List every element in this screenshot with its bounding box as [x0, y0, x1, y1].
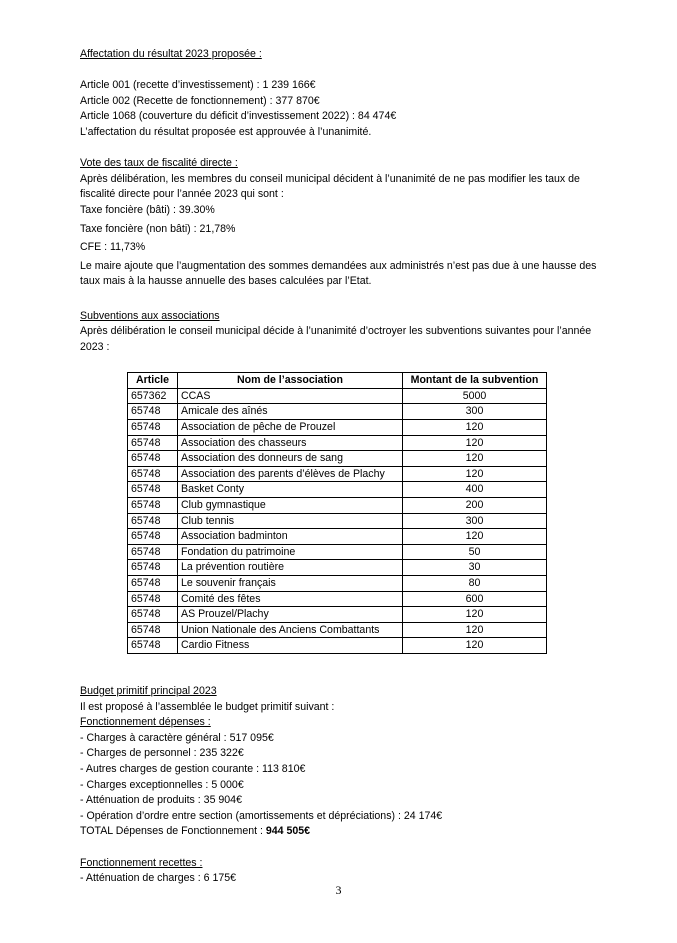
cell-montant: 50: [403, 544, 547, 560]
vote-title: Vote des taux de fiscalité directe :: [80, 157, 238, 170]
cell-article: 65748: [128, 529, 178, 545]
cell-article: 65748: [128, 607, 178, 623]
depenses-list: [80, 731, 600, 825]
table-row: [128, 435, 547, 451]
cell-montant: 200: [403, 498, 547, 514]
page-number: 3: [335, 883, 342, 897]
total-depenses: [80, 824, 600, 840]
table-row: [128, 544, 547, 560]
cell-nom: Comité des fêtes: [178, 591, 403, 607]
cell-montant: 400: [403, 482, 547, 498]
vote-note: Le maire ajoute que l’augmentation des sommes demandées aux administrés n’est pas due à une hausse des taux mais à la hausse annuelle des bases calculées par l’Etat.: [80, 259, 597, 288]
depense-item: - Opération d’ordre entre section (amortissements et dépréciations) : 24 174€: [80, 809, 443, 822]
vote-intro: Après délibération, les membres du conseil municipal décident à l’unanimité de ne pas modifier les taux de fiscalité directe pour l’année 2023 qui sont :: [80, 172, 580, 201]
header-nom: Nom de l’association: [178, 373, 403, 389]
subventions-intro: Après délibération le conseil municipal décide à l’unanimité d’octroyer les subventions suivantes pour l’année 2023 :: [80, 325, 592, 353]
table-row: [128, 451, 547, 467]
header-article: Article: [128, 373, 178, 389]
cell-montant: 120: [403, 529, 547, 545]
cell-montant: 120: [403, 622, 547, 638]
depenses-title: Fonctionnement dépenses :: [80, 716, 211, 729]
cell-article: 65748: [128, 622, 178, 638]
affectation-lines: [80, 78, 600, 140]
cell-montant: 120: [403, 420, 547, 436]
depense-item: - Charges à caractère général : 517 095€: [80, 731, 274, 744]
table-row: [128, 420, 547, 436]
cell-article: 657362: [128, 388, 178, 404]
table-row: [128, 607, 547, 623]
cell-nom: Fondation du patrimoine: [178, 544, 403, 560]
depense-item: - Charges de personnel : 235 322€: [80, 747, 244, 760]
cell-montant: 5000: [403, 388, 547, 404]
cell-nom: Association des parents d’élèves de Plachy: [178, 466, 403, 482]
cell-nom: La prévention routière: [178, 560, 403, 576]
cell-montant: 120: [403, 435, 547, 451]
cell-article: 65748: [128, 513, 178, 529]
header-montant: Montant de la subvention: [403, 373, 547, 389]
affectation-line: Article 002 (Recette de fonctionnement) : 377 870€: [80, 94, 320, 107]
tax-line: CFE : 11,73%: [80, 241, 146, 254]
cell-nom: Association des donneurs de sang: [178, 451, 403, 467]
cell-montant: 30: [403, 560, 547, 576]
table-row: [128, 466, 547, 482]
cell-article: 65748: [128, 435, 178, 451]
affectation-line: L’affectation du résultat proposée est approuvée à l’unanimité.: [80, 125, 372, 138]
cell-nom: CCAS: [178, 388, 403, 404]
cell-montant: 300: [403, 513, 547, 529]
document-page: [80, 47, 600, 887]
table-row: [128, 529, 547, 545]
affectation-line: Article 001 (recette d’investissement) : 1 239 166€: [80, 79, 316, 92]
budget-title: Budget primitif principal 2023: [80, 684, 217, 697]
recette-item: - Atténuation de charges : 6 175€: [80, 872, 237, 885]
cell-article: 65748: [128, 544, 178, 560]
table-row: [128, 388, 547, 404]
depense-item: - Autres charges de gestion courante : 113 810€: [80, 762, 306, 775]
table-row: [128, 560, 547, 576]
cell-nom: Association des chasseurs: [178, 435, 403, 451]
cell-article: 65748: [128, 560, 178, 576]
cell-article: 65748: [128, 482, 178, 498]
cell-montant: 120: [403, 607, 547, 623]
tax-line: Taxe foncière (bâti) : 39.30%: [80, 203, 215, 216]
cell-article: 65748: [128, 466, 178, 482]
table-row: [128, 576, 547, 592]
cell-nom: Club gymnastique: [178, 498, 403, 514]
cell-nom: Club tennis: [178, 513, 403, 529]
table-row: [128, 638, 547, 654]
affectation-line: Article 1068 (couverture du déficit d’investissement 2022) : 84 474€: [80, 110, 397, 123]
cell-article: 65748: [128, 638, 178, 654]
cell-montant: 600: [403, 591, 547, 607]
cell-montant: 120: [403, 451, 547, 467]
table-row: [128, 622, 547, 638]
cell-nom: Association de pêche de Prouzel: [178, 420, 403, 436]
depense-item: - Charges exceptionnelles : 5 000€: [80, 778, 244, 791]
cell-nom: Le souvenir français: [178, 576, 403, 592]
recettes-title: Fonctionnement recettes :: [80, 856, 203, 869]
cell-montant: 80: [403, 576, 547, 592]
cell-article: 65748: [128, 576, 178, 592]
table-row: [128, 591, 547, 607]
total-depenses-value: 944 505€: [265, 825, 311, 838]
cell-article: 65748: [128, 498, 178, 514]
cell-nom: Amicale des aînés: [178, 404, 403, 420]
tax-line: Taxe foncière (non bâti) : 21,78%: [80, 222, 236, 235]
cell-article: 65748: [128, 404, 178, 420]
subventions-table-body: [128, 388, 547, 653]
cell-article: 65748: [128, 420, 178, 436]
total-depenses-label: TOTAL Dépenses de Fonctionnement :: [80, 825, 266, 838]
table-row: [128, 513, 547, 529]
depense-item: - Atténuation de produits : 35 904€: [80, 794, 242, 807]
subventions-title: Subventions aux associations: [80, 309, 220, 322]
cell-montant: 120: [403, 638, 547, 654]
cell-nom: Union Nationale des Anciens Combattants: [178, 622, 403, 638]
cell-nom: Association badminton: [178, 529, 403, 545]
table-header-row: [128, 373, 547, 389]
budget-intro: Il est proposé à l’assemblée le budget primitif suivant :: [80, 700, 335, 713]
cell-article: 65748: [128, 591, 178, 607]
table-row: [128, 498, 547, 514]
cell-nom: Cardio Fitness: [178, 638, 403, 654]
cell-nom: AS Prouzel/Plachy: [178, 607, 403, 623]
cell-article: 65748: [128, 451, 178, 467]
table-row: [128, 404, 547, 420]
table-row: [128, 482, 547, 498]
cell-nom: Basket Conty: [178, 482, 403, 498]
subventions-table: [127, 372, 547, 654]
cell-montant: 300: [403, 404, 547, 420]
cell-montant: 120: [403, 466, 547, 482]
affectation-title: Affectation du résultat 2023 proposée :: [80, 48, 262, 60]
